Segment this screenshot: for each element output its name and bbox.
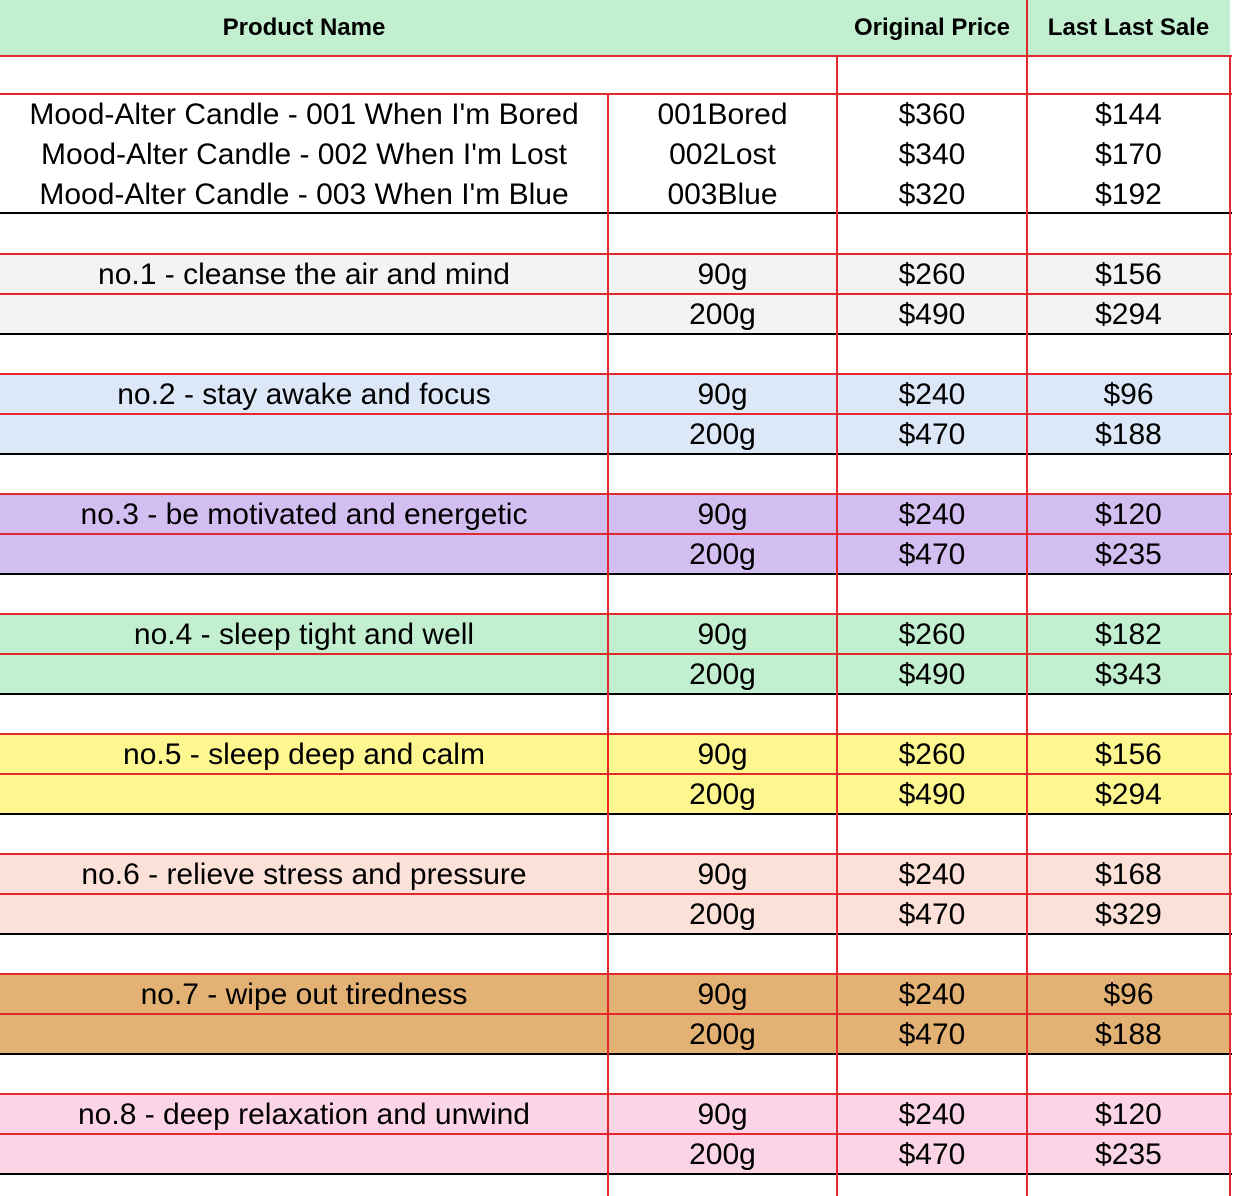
- product-name-cell[interactable]: Mood-Alter Candle - 001 When I'm Bored: [29, 98, 579, 131]
- product-name-cell[interactable]: Mood-Alter Candle - 002 When I'm Lost: [41, 138, 567, 171]
- grid-line: [0, 493, 1232, 495]
- original-price-cell[interactable]: $260: [898, 738, 966, 771]
- product-name-cell[interactable]: Mood-Alter Candle - 003 When I'm Blue: [39, 178, 569, 211]
- original-price-header[interactable]: Original Price: [853, 14, 1011, 41]
- original-price-cell[interactable]: $240: [898, 378, 966, 411]
- last-last-sale-cell[interactable]: $294: [1095, 298, 1162, 331]
- product-row: [0, 1095, 1230, 1135]
- grid-line: [0, 773, 1232, 775]
- original-price-cell[interactable]: $490: [898, 778, 966, 811]
- product-name-cell[interactable]: no.6 - relieve stress and pressure: [81, 858, 527, 891]
- product-name-cell[interactable]: [0, 1015, 608, 1055]
- grid-line: [836, 57, 838, 1196]
- product-row: [0, 1135, 1230, 1175]
- last-last-sale-cell[interactable]: $96: [1103, 378, 1154, 411]
- size-cell[interactable]: 90g: [697, 378, 748, 411]
- size-cell[interactable]: 200g: [689, 658, 756, 691]
- candle-row: [0, 95, 1250, 135]
- product-row: [0, 975, 1230, 1015]
- product-name-cell[interactable]: [0, 655, 608, 695]
- size-cell[interactable]: 90g: [697, 498, 748, 531]
- header-row: [0, 0, 1230, 56]
- product-row: [0, 735, 1230, 775]
- original-price-cell[interactable]: $240: [898, 498, 966, 531]
- grid-line: [0, 293, 1232, 295]
- original-price-cell[interactable]: $360: [898, 98, 966, 131]
- grid-line: [1026, 0, 1028, 1196]
- product-name-cell[interactable]: no.5 - sleep deep and calm: [123, 738, 485, 771]
- grid-line: [0, 55, 1232, 57]
- group-border-line: [0, 212, 1232, 214]
- original-price-cell[interactable]: $260: [898, 258, 966, 291]
- size-cell[interactable]: 200g: [689, 1018, 756, 1051]
- last-last-sale-cell[interactable]: $168: [1095, 858, 1162, 891]
- group-border-line: [0, 333, 1232, 335]
- grid-line: [1229, 57, 1231, 1196]
- grid-line: [0, 653, 1232, 655]
- last-last-sale-cell[interactable]: $156: [1095, 258, 1162, 291]
- size-cell[interactable]: 200g: [689, 1138, 756, 1171]
- grid-line: [607, 95, 609, 1196]
- product-code-cell[interactable]: 003Blue: [667, 178, 778, 211]
- original-price-cell[interactable]: $470: [898, 1138, 966, 1171]
- size-cell[interactable]: 90g: [697, 1098, 748, 1131]
- size-cell[interactable]: 90g: [697, 618, 748, 651]
- size-cell[interactable]: 90g: [697, 978, 748, 1011]
- group-border-line: [0, 813, 1232, 815]
- original-price-cell[interactable]: $320: [898, 178, 966, 211]
- grid-line: [0, 973, 1232, 975]
- group-border-line: [0, 1173, 1232, 1175]
- size-cell[interactable]: 90g: [697, 258, 748, 291]
- original-price-cell[interactable]: $340: [898, 138, 966, 171]
- product-name-cell[interactable]: no.7 - wipe out tiredness: [140, 978, 468, 1011]
- last-last-sale-cell[interactable]: $182: [1095, 618, 1162, 651]
- group-border-line: [0, 453, 1232, 455]
- grid-line: [0, 1133, 1232, 1135]
- product-row: [0, 495, 1230, 535]
- original-price-cell[interactable]: $470: [898, 1018, 966, 1051]
- grid-line: [0, 613, 1232, 615]
- product-row: [0, 1015, 1230, 1055]
- size-cell[interactable]: 200g: [689, 538, 756, 571]
- product-name-cell[interactable]: [0, 895, 608, 935]
- product-row: [0, 415, 1230, 455]
- product-row: [0, 615, 1230, 655]
- product-name-cell[interactable]: no.3 - be motivated and energetic: [80, 498, 528, 531]
- last-last-sale-cell[interactable]: $120: [1095, 1098, 1162, 1131]
- product-row: [0, 895, 1230, 935]
- product-row: [0, 655, 1230, 695]
- last-last-sale-cell[interactable]: $343: [1095, 658, 1162, 691]
- grid-line: [0, 253, 1232, 255]
- last-last-sale-cell[interactable]: $188: [1095, 1018, 1162, 1051]
- grid-line: [0, 733, 1232, 735]
- product-name-cell[interactable]: no.1 - cleanse the air and mind: [98, 258, 510, 291]
- last-last-sale-cell[interactable]: $329: [1095, 898, 1162, 931]
- product-name-cell[interactable]: [0, 295, 608, 335]
- product-row: [0, 255, 1230, 295]
- size-cell[interactable]: 200g: [689, 418, 756, 451]
- grid-line: [0, 1093, 1232, 1095]
- original-price-cell[interactable]: $470: [898, 418, 966, 451]
- product-code-cell[interactable]: 002Lost: [669, 138, 776, 171]
- group-border-line: [0, 573, 1232, 575]
- original-price-cell[interactable]: $240: [898, 858, 966, 891]
- size-cell[interactable]: 200g: [689, 778, 756, 811]
- grid-line: [0, 893, 1232, 895]
- product-code-cell[interactable]: 001Bored: [657, 98, 788, 131]
- product-name-cell[interactable]: no.4 - sleep tight and well: [133, 618, 475, 651]
- last-last-sale-cell[interactable]: $170: [1095, 138, 1162, 171]
- original-price-cell[interactable]: $240: [898, 1098, 966, 1131]
- original-price-cell[interactable]: $490: [898, 298, 966, 331]
- last-last-sale-cell[interactable]: $235: [1095, 538, 1162, 571]
- original-price-cell[interactable]: $260: [898, 618, 966, 651]
- grid-line: [0, 533, 1232, 535]
- product-name-cell[interactable]: [0, 775, 608, 815]
- product-name-cell[interactable]: [0, 1135, 608, 1175]
- group-border-line: [0, 1053, 1232, 1055]
- last-last-sale-cell[interactable]: $96: [1103, 978, 1154, 1011]
- group-border-line: [0, 693, 1232, 695]
- grid-line: [0, 1013, 1232, 1015]
- size-cell[interactable]: 200g: [689, 298, 756, 331]
- product-name-cell[interactable]: no.2 - stay awake and focus: [117, 378, 491, 411]
- last-last-sale-cell[interactable]: $188: [1095, 418, 1162, 451]
- last-last-sale-cell[interactable]: $156: [1095, 738, 1162, 771]
- candle-row: [0, 135, 1250, 175]
- grid-line: [0, 413, 1232, 415]
- last-last-sale-cell[interactable]: $192: [1095, 178, 1162, 211]
- product-name-cell[interactable]: [0, 415, 608, 455]
- last-last-sale-cell[interactable]: $235: [1095, 1138, 1162, 1171]
- product-name-cell[interactable]: [0, 535, 608, 575]
- last-last-sale-cell[interactable]: $294: [1095, 778, 1162, 811]
- last-last-sale-header[interactable]: Last Last Sale: [1047, 14, 1210, 41]
- original-price-cell[interactable]: $490: [898, 658, 966, 691]
- product-name-cell[interactable]: no.8 - deep relaxation and unwind: [78, 1098, 530, 1131]
- size-cell[interactable]: 90g: [697, 738, 748, 771]
- product-row: [0, 375, 1230, 415]
- group-border-line: [0, 933, 1232, 935]
- product-row: [0, 775, 1230, 815]
- size-cell[interactable]: 200g: [689, 898, 756, 931]
- product-row: [0, 535, 1230, 575]
- original-price-cell[interactable]: $240: [898, 978, 966, 1011]
- grid-line: [0, 853, 1232, 855]
- product-row: [0, 855, 1230, 895]
- original-price-cell[interactable]: $470: [898, 538, 966, 571]
- product-row: [0, 295, 1230, 335]
- original-price-cell[interactable]: $470: [898, 898, 966, 931]
- last-last-sale-cell[interactable]: $144: [1095, 98, 1162, 131]
- product-name-header[interactable]: Product Name: [222, 14, 386, 41]
- grid-line: [0, 373, 1232, 375]
- last-last-sale-cell[interactable]: $120: [1095, 498, 1162, 531]
- size-cell[interactable]: 90g: [697, 858, 748, 891]
- grid-line: [0, 93, 1232, 95]
- candle-row: [0, 175, 1250, 215]
